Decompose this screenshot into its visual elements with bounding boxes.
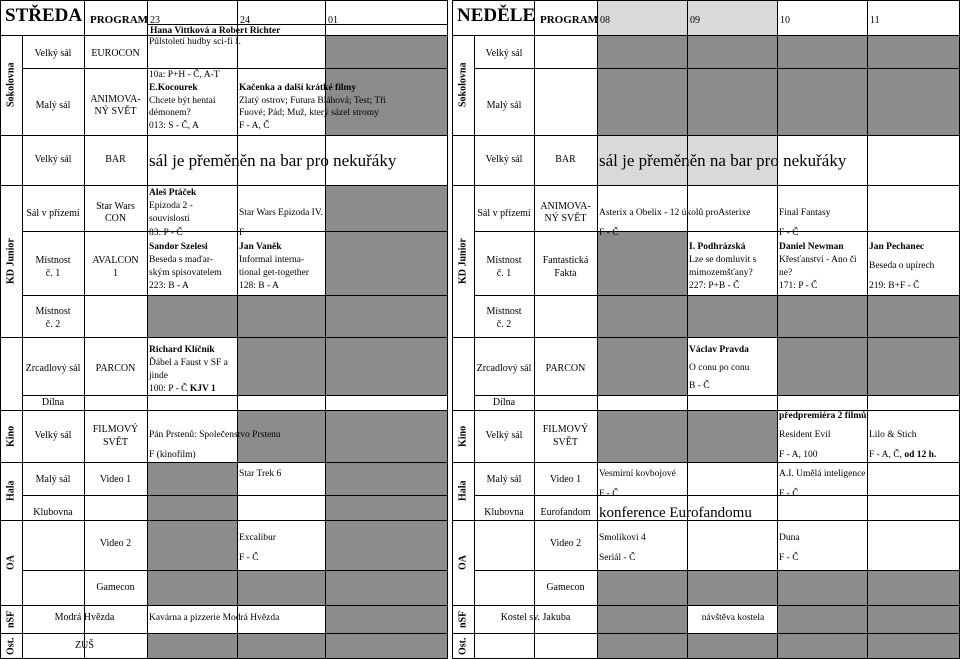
- room-label: Dílna: [41, 397, 65, 408]
- event-title: ským spisovatelem: [149, 268, 222, 278]
- event-title: Kačenka a další krátké filmy: [239, 83, 357, 93]
- event-speaker: Daniel Newman: [779, 242, 844, 252]
- building-label: Ost.: [457, 637, 469, 655]
- event-speaker: E.Kocourek: [149, 83, 198, 93]
- organizer-label: Video 1: [99, 474, 132, 485]
- event-speaker: Richard Klíčník: [149, 345, 215, 355]
- event-title: mimozemšťany?: [689, 268, 753, 278]
- event-speaker: Václav Pravda: [689, 345, 749, 355]
- event-title: Lilo & Stich: [869, 430, 917, 440]
- organizer-label: AVALCON: [92, 255, 139, 266]
- organizer-label: Gamecon: [546, 582, 585, 593]
- program-label: PROGRAM: [540, 14, 599, 26]
- event-title: O conu po conu: [689, 363, 750, 373]
- organizer-label: PARCON: [95, 363, 136, 374]
- organizer-label: NÝ SVĚT: [94, 106, 137, 117]
- eurofandom-notice: konference Eurofandomu: [599, 505, 752, 521]
- bar-notice: sál je přeměněn na bar pro nekuřáky: [149, 151, 397, 170]
- event-title: A.I. Umělá inteligence: [779, 469, 866, 479]
- room-label: Místnost: [35, 306, 71, 317]
- event-info: F - A, 100: [779, 450, 818, 460]
- room-label: Kostel sv. Jakuba: [500, 612, 571, 623]
- event-info: F (kinofilm): [149, 450, 196, 460]
- organizer-label: Video 2: [99, 538, 132, 549]
- event-title: souvislosti: [149, 214, 190, 224]
- hour-label: 08: [600, 15, 610, 26]
- event-speaker: Jan Vaněk: [239, 242, 282, 252]
- event-speaker: Jan Pechanec: [869, 242, 925, 252]
- building-label: nSF: [5, 610, 17, 628]
- schedule-panel-nedele: [452, 0, 960, 659]
- event-title: Pán Prstenů: Společenstvo Prstenu: [149, 430, 281, 440]
- room-label: Místnost: [486, 306, 522, 317]
- event-title: Final Fantasy: [779, 208, 831, 218]
- room-label: Zrcadlový sál: [25, 363, 81, 374]
- event-info-room: KJV 1: [189, 384, 216, 394]
- event-title: ne?: [779, 268, 793, 278]
- event-info-part: F - A, Č,: [869, 450, 902, 460]
- event-info: 83: P - Č: [149, 228, 183, 238]
- event-info: [149, 384, 216, 396]
- organizer-label: FILMOVÝ: [92, 424, 139, 435]
- bar-notice: sál je přeměněn na bar pro nekuřáky: [599, 151, 847, 170]
- event-info: 10a: P+H - Č, A-T: [149, 70, 220, 80]
- program-label: PROGRAM: [90, 14, 149, 26]
- room-label: Klubovna: [484, 507, 524, 518]
- event-info: F - Č: [779, 228, 799, 238]
- event-info: F - Č: [599, 489, 619, 499]
- organizer-label: CON: [104, 213, 127, 224]
- organizer-label: Eurofandom: [540, 507, 591, 518]
- event-title: Excalibur: [239, 533, 276, 543]
- hour-label: 10: [780, 15, 790, 26]
- organizer-label: EUROCON: [91, 48, 140, 59]
- room-label: Malý sál: [486, 100, 522, 111]
- room-label: Velký sál: [485, 430, 523, 441]
- event-title: předpremiéra 2 filmů: [779, 411, 867, 421]
- event-info: 223: B - A: [149, 281, 189, 291]
- room-label: Modrá Hvězda: [54, 612, 115, 623]
- event-title: Star Wars Epizoda IV.: [239, 208, 323, 218]
- schedule-panel-streda: [0, 0, 448, 659]
- organizer-label: Video 1: [549, 474, 582, 485]
- event-title: Resident Evil: [779, 430, 831, 440]
- organizer-label: NÝ SVĚT: [544, 213, 587, 224]
- event-info: B - Č: [689, 381, 710, 391]
- event-title: Chcete být hentai: [149, 96, 216, 106]
- building-label: Hala: [457, 480, 469, 502]
- room-label: Klubovna: [33, 507, 73, 518]
- building-label: Kino: [5, 425, 17, 447]
- event-speaker: I. Podhrázská: [689, 242, 746, 252]
- event-info: F - A, Č: [239, 121, 270, 131]
- building-label: Kino: [457, 425, 469, 447]
- organizer-label: Gamecon: [96, 582, 135, 593]
- event-info-time: od 12 h.: [904, 450, 937, 460]
- event-title: Epizoda 2 -: [149, 201, 193, 211]
- event-title: tional get-together: [239, 268, 309, 278]
- organizer-label: SVĚT: [553, 437, 578, 448]
- day-title: STŘEDA: [5, 5, 83, 26]
- event-title: Star Trek 6: [239, 469, 282, 479]
- day-title: NEDĚLE: [457, 5, 536, 26]
- event-title: Křesťanství - Ano či: [779, 255, 857, 265]
- event-info: 171: P - Č: [779, 281, 818, 291]
- hour-label: 24: [240, 15, 250, 26]
- event-info: 128: B - A: [239, 281, 279, 291]
- event-title: Asterix a Obelix - 12 úkolů proAsterixe: [599, 208, 751, 218]
- event-title: Smolíkovi 4: [599, 533, 646, 543]
- organizer-label: FILMOVÝ: [542, 424, 589, 435]
- room-label: Sál v přízemí: [26, 208, 80, 219]
- event-title: Lze se domluvit s: [689, 255, 757, 265]
- building-label: OA: [5, 555, 17, 570]
- hour-label: 23: [150, 15, 160, 26]
- room-label: Velký sál: [34, 154, 72, 165]
- building-label: KD Junior: [5, 238, 17, 284]
- building-label: Sokolovna: [5, 62, 17, 108]
- room-label: Místnost: [35, 255, 71, 266]
- event-info: F - Č: [239, 553, 259, 563]
- organizer-label: BAR: [555, 154, 576, 165]
- event-title: Půlstoletí hudby sci-fi I.: [149, 37, 241, 47]
- event-title: Vesmírní kovbojové: [599, 469, 676, 479]
- organizer-label: PARCON: [545, 363, 586, 374]
- room-label: Velký sál: [485, 48, 523, 59]
- organizer-label: Star Wars: [96, 201, 135, 212]
- event-info: F - Č: [779, 553, 799, 563]
- event-speaker: Aleš Ptáček: [149, 188, 197, 198]
- organizer-label: Video 2: [549, 538, 582, 549]
- room-label: ZUŠ: [75, 640, 94, 651]
- event-info: Fuové; Pád; Muž, který sázel stromy: [239, 108, 379, 118]
- organizer-label: ANIMOVA-: [90, 94, 141, 105]
- event-title: jinde: [149, 371, 168, 381]
- hour-label: 01: [328, 15, 338, 26]
- event-info: Zlatý ostrov; Futura Bláhová; Test; Tři: [239, 96, 387, 106]
- event-title: Informal interna-: [239, 255, 305, 265]
- building-label: OA: [457, 555, 469, 570]
- building-label: Sokolovna: [457, 62, 469, 108]
- organizer-label: Fakta: [554, 268, 577, 279]
- event-info: F: [239, 228, 245, 238]
- hour-label: 11: [870, 15, 880, 26]
- event-info: [869, 450, 936, 462]
- event-info: 219: B+F - Č: [869, 281, 920, 291]
- building-label: Hala: [5, 480, 17, 502]
- room-label: Velký sál: [34, 48, 72, 59]
- organizer-label: Fantastická: [542, 255, 589, 266]
- organizer-label: SVĚT: [103, 437, 128, 448]
- room-label: Dílna: [492, 397, 516, 408]
- room-label: Velký sál: [34, 430, 72, 441]
- event-title: Ďábel a Faust v SF a: [149, 358, 228, 368]
- building-label: Ost.: [5, 637, 17, 655]
- building-label: KD Junior: [457, 238, 469, 284]
- room-label: č. 1: [45, 268, 61, 279]
- event-speaker: Sandor Szelesi: [149, 242, 208, 252]
- event-title: Kavárna a pizzerie Modrá Hvězda: [149, 613, 280, 623]
- event-title: Hana Vittková a Robert Richter: [150, 26, 281, 36]
- event-info: F - Č: [599, 228, 619, 238]
- room-label: č. 1: [496, 268, 512, 279]
- event-info: 227: P+B - Č: [689, 281, 740, 291]
- organizer-label: BAR: [105, 154, 126, 165]
- room-label: č. 2: [496, 319, 512, 330]
- room-label: Velký sál: [485, 154, 523, 165]
- room-label: Malý sál: [35, 100, 71, 111]
- room-label: Sál v přízemí: [477, 208, 531, 219]
- event-title: démonem?: [149, 108, 191, 118]
- event-title: Beseda s maďar-: [149, 255, 213, 265]
- room-label: Zrcadlový sál: [476, 363, 532, 374]
- event-title: Duna: [779, 533, 800, 543]
- event-title: návštěva kostela: [701, 613, 765, 623]
- room-label: Malý sál: [35, 474, 71, 485]
- event-title: Beseda o upírech: [869, 261, 935, 271]
- room-label: č. 2: [45, 319, 61, 330]
- organizer-label: ANIMOVA-: [540, 201, 591, 212]
- room-label: Místnost: [486, 255, 522, 266]
- hour-label: 09: [690, 15, 700, 26]
- event-info: F - Č: [779, 489, 799, 499]
- room-label: Malý sál: [486, 474, 522, 485]
- event-info-code: 100: P - Č: [149, 384, 188, 394]
- building-label: nSF: [457, 610, 469, 628]
- organizer-label: 1: [113, 268, 118, 279]
- event-info: 013: S - Č, A: [149, 121, 199, 131]
- event-info: Seriál - Č: [599, 553, 636, 563]
